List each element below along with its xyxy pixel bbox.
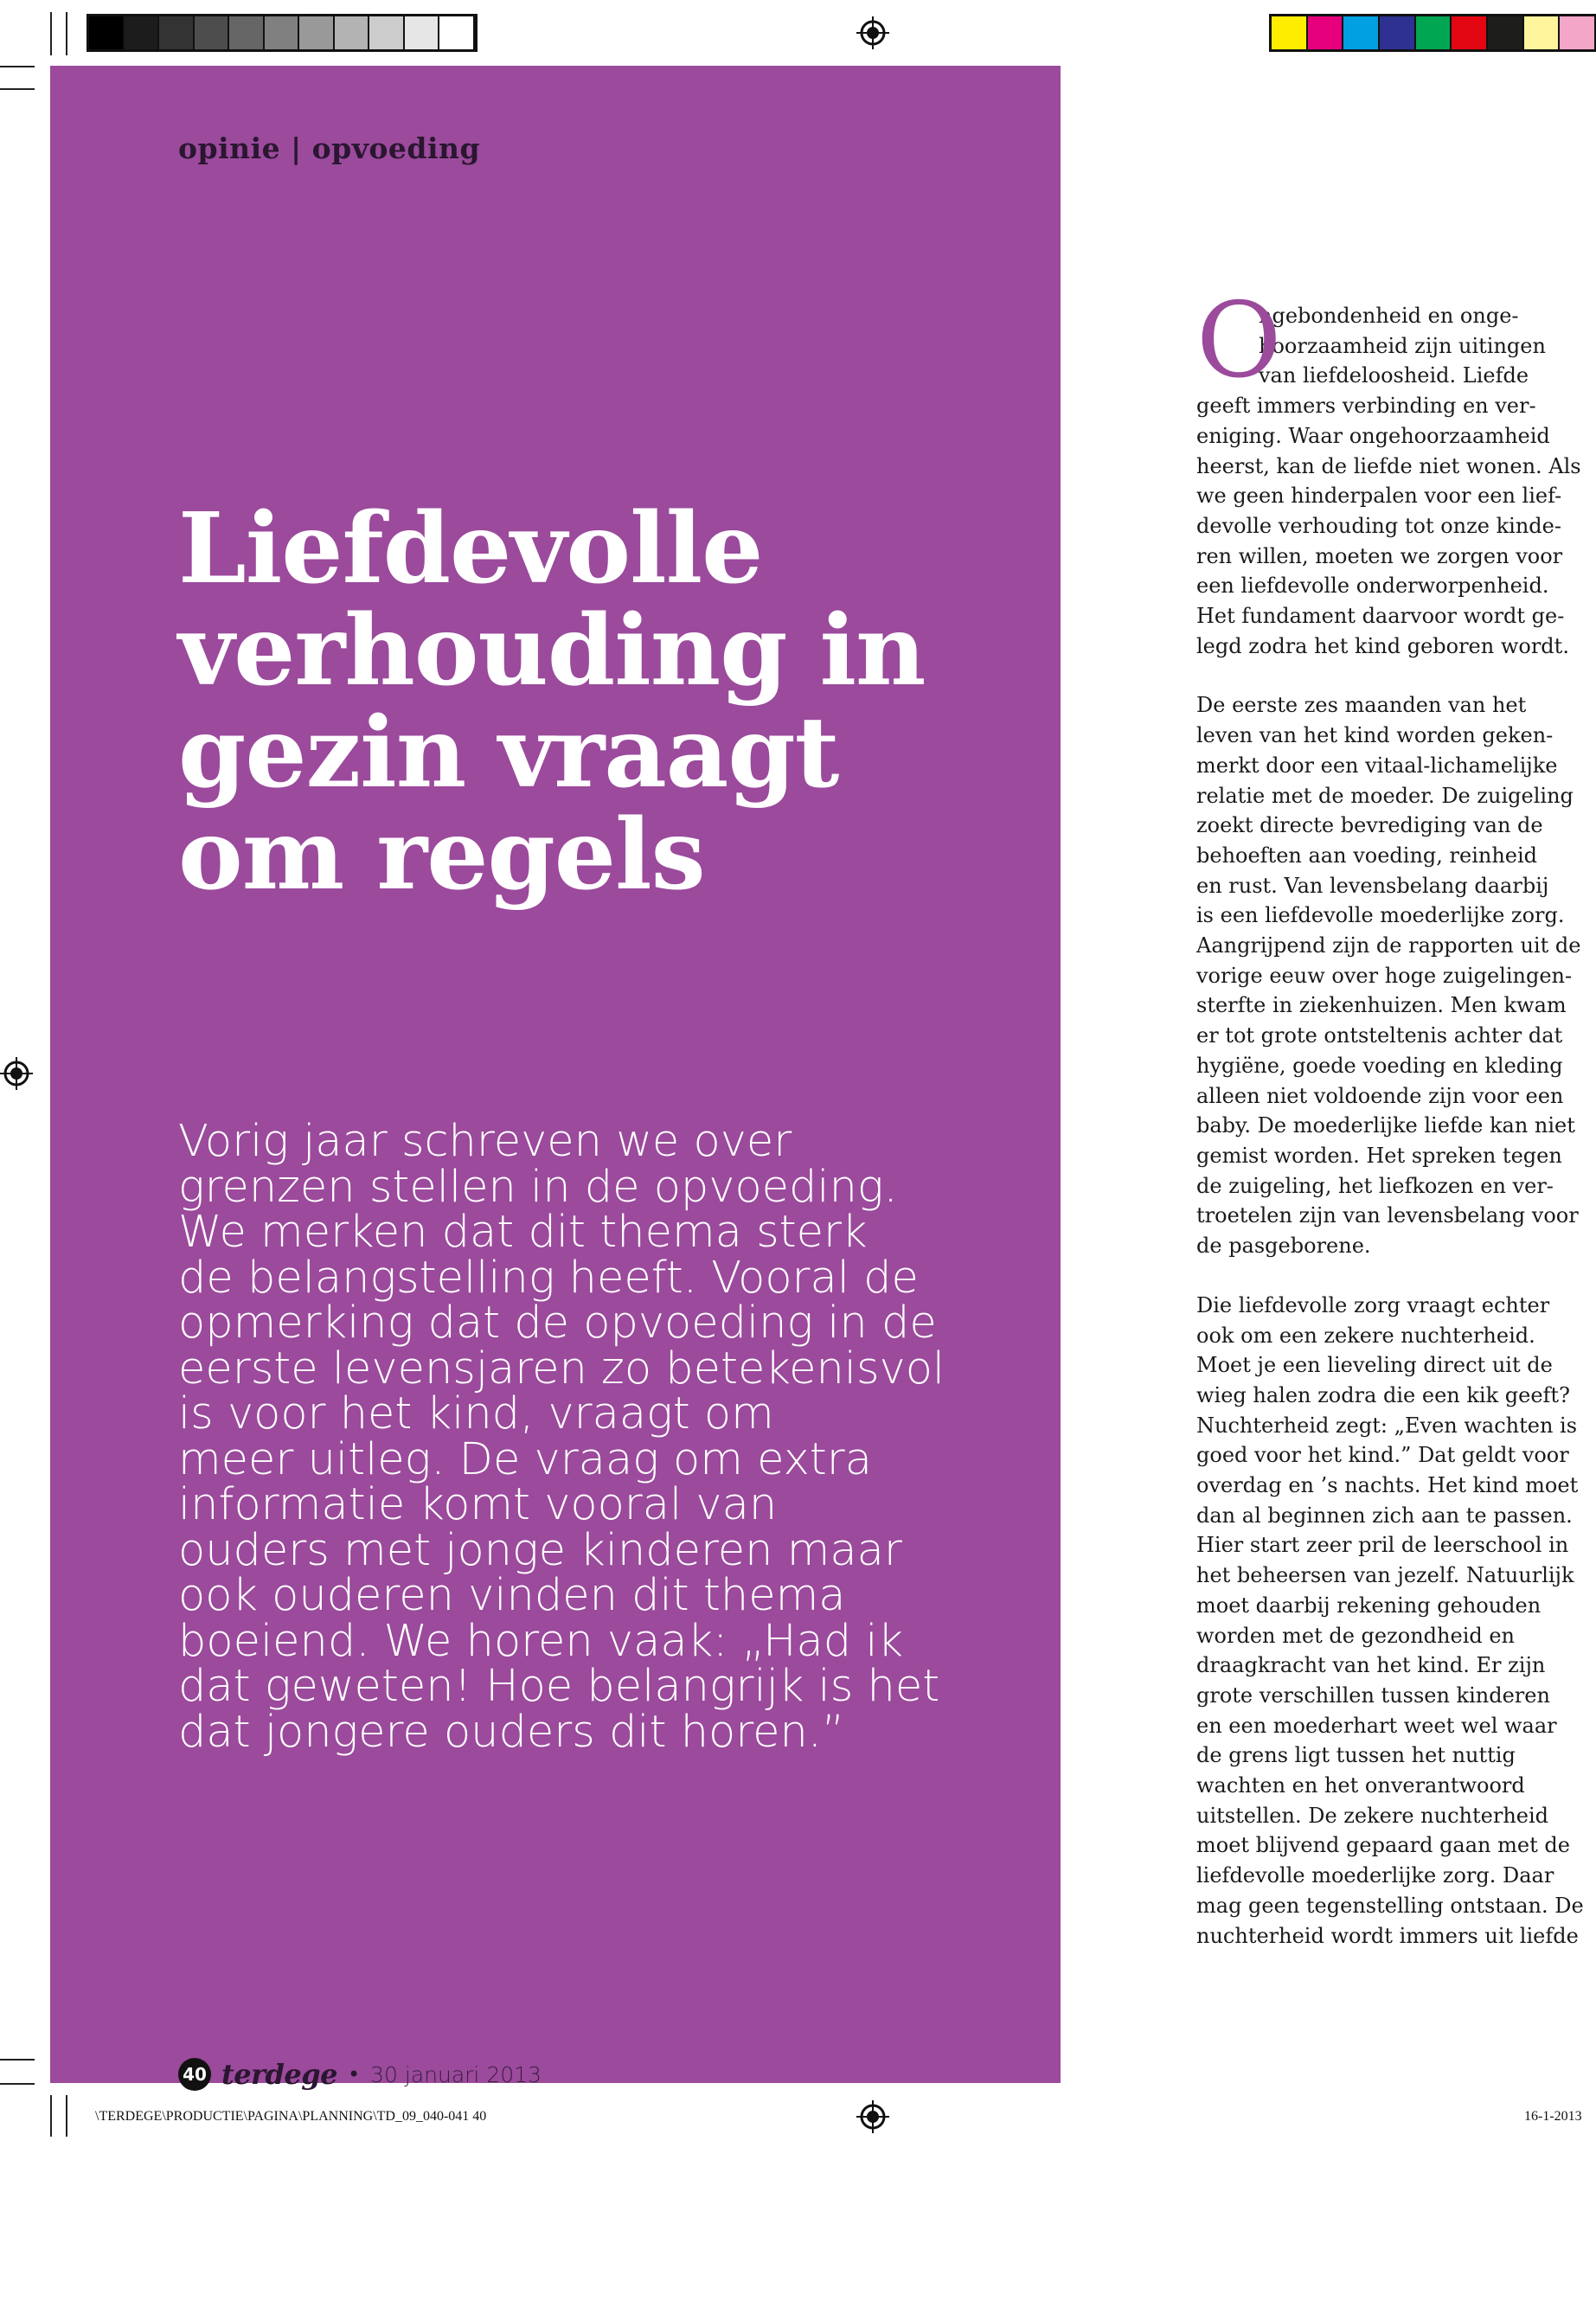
body-line: ren willen, moeten we zorgen voor (1196, 543, 1563, 568)
grayscale-calibration-bar (87, 14, 478, 52)
body-line: moet daarbij rekening gehouden (1196, 1593, 1542, 1618)
body-line: merkt door een vitaal-lichamelijke (1196, 753, 1558, 778)
gray-swatch (299, 16, 335, 49)
intro-line: dat geweten! Hoe belangrijk is het (178, 1661, 940, 1712)
color-swatch (1416, 16, 1452, 49)
drop-cap: O (1196, 281, 1282, 401)
body-line: nuchterheid wordt immers uit liefde (1196, 1923, 1579, 1948)
bullet-separator: • (347, 2062, 361, 2086)
body-line: er tot grote ontsteltenis achter dat (1196, 1023, 1563, 1048)
crop-mark (0, 66, 35, 67)
color-swatch (1524, 16, 1561, 49)
body-paragraph (1196, 281, 1581, 661)
body-line: devolle verhouding tot onze kinde- (1196, 513, 1561, 538)
body-line: liefdevolle moederlijke zorg. Daar (1196, 1863, 1554, 1888)
headline-line: gezin vraagt (178, 696, 839, 810)
body-line: Moet je een lieveling direct uit de (1196, 1353, 1553, 1378)
body-line: legd zodra het kind geboren wordt. (1196, 633, 1569, 658)
crop-mark (0, 2059, 35, 2061)
body-line: grote verschillen tussen kinderen (1196, 1682, 1550, 1708)
color-swatch (1272, 16, 1308, 49)
body-line: De eerste zes maanden van het (1196, 693, 1527, 718)
body-line: wachten en het onverantwoord (1196, 1773, 1525, 1798)
crop-mark (0, 2083, 35, 2085)
intro-line: dat jongere ouders dit horen.” (178, 1706, 845, 1758)
body-line: en een moederhart weet wel waar (1196, 1713, 1557, 1738)
headline (178, 492, 1043, 912)
body-line: leven van het kind worden geken- (1196, 723, 1554, 748)
crop-mark (50, 2095, 52, 2137)
section-label: opinie | opvoeding (178, 131, 481, 165)
intro-line: ook ouderen vinden dit thema (178, 1570, 846, 1621)
magazine-logo: terdege (221, 2058, 337, 2091)
headline-line: om regels (178, 798, 705, 912)
gray-swatch (195, 16, 230, 49)
body-line: de grens ligt tussen het nuttig (1196, 1743, 1516, 1768)
crop-mark (50, 12, 52, 55)
intro-line: eerste levensjaren zo betekenisvol (178, 1343, 945, 1394)
body-column (1196, 281, 1584, 1980)
body-line: worden met de gezondheid en (1196, 1623, 1516, 1648)
body-line: hygiëne, goede voeding en kleding (1196, 1053, 1563, 1078)
crop-mark (66, 12, 67, 55)
body-line: ook om een zekere nuchterheid. (1196, 1323, 1535, 1348)
article-intro-panel (50, 66, 1061, 2091)
gray-swatch (369, 16, 405, 49)
body-paragraph (1196, 1291, 1584, 1951)
page-number: 40 (178, 2058, 211, 2091)
intro-line: meer uitleg. De vraag om extra (178, 1433, 872, 1485)
body-line: ngebondenheid en onge- (1259, 304, 1519, 328)
body-line: baby. De moederlijke liefde kan niet (1196, 1113, 1575, 1138)
crop-mark (66, 2095, 67, 2137)
body-line: het beheersen van jezelf. Natuurlijk (1196, 1563, 1574, 1588)
intro-line: boeiend. We horen vaak: „Had ik (178, 1615, 904, 1667)
body-line: moet blijvend gepaard gaan met de (1196, 1833, 1570, 1858)
crop-mark (0, 88, 35, 90)
intro-line: de belangstelling heeft. Vooral de (178, 1252, 919, 1304)
gray-swatch (125, 16, 160, 49)
body-line: we geen hinderpalen voor een lief- (1196, 484, 1562, 509)
intro-line: grenzen stellen in de opvoeding. (178, 1161, 898, 1213)
body-line: goed voor het kind.” Dat geldt voor (1196, 1443, 1569, 1468)
intro-line: We merken dat dit thema sterk (178, 1207, 868, 1258)
gray-swatch (159, 16, 195, 49)
registration-mark-icon (856, 2100, 889, 2133)
body-line: relatie met de moeder. De zuigeling (1196, 783, 1574, 808)
body-line: overdag en ’s nachts. Het kind moet (1196, 1473, 1579, 1498)
intro-line: informatie komt vooral van (178, 1479, 778, 1530)
file-path-slug: \TERDEGE\PRODUCTIE\PAGINA\PLANNING\TD_09_040-041 40 (95, 2109, 487, 2124)
body-line: behoeften aan voeding, reinheid (1196, 843, 1538, 868)
body-line: Nuchterheid zegt: „Even wachten is (1196, 1413, 1578, 1438)
body-line: Het fundament daarvoor wordt ge- (1196, 604, 1565, 629)
slug-date: 16-1-2013 (1524, 2109, 1582, 2124)
body-line: is een liefdevolle moederlijke zorg. (1196, 903, 1565, 928)
color-swatch (1560, 16, 1596, 49)
color-swatch (1488, 16, 1524, 49)
color-swatch (1343, 16, 1380, 49)
gray-swatch (89, 16, 125, 49)
body-line: eniging. Waar ongehoorzaamheid (1196, 423, 1550, 448)
body-line: hoorzaamheid zijn uitingen (1259, 333, 1546, 358)
gray-swatch (405, 16, 440, 49)
body-line: mag geen tegenstelling ontstaan. De (1196, 1893, 1584, 1918)
body-line: de pasgeborene. (1196, 1234, 1371, 1259)
body-line: heerst, kan de liefde niet wonen. Als (1196, 453, 1581, 478)
body-line: alleen niet voldoende zijn voor een (1196, 1083, 1564, 1108)
body-paragraph (1196, 690, 1581, 1260)
body-line: troetelen zijn van levensbelang voor (1196, 1203, 1579, 1228)
body-line: en rust. Van levensbelang daarbij (1196, 873, 1549, 898)
body-line: draagkracht van het kind. Er zijn (1196, 1653, 1546, 1678)
body-line: Hier start zeer pril de leerschool in (1196, 1533, 1569, 1558)
gray-swatch (439, 16, 475, 49)
color-swatch (1452, 16, 1488, 49)
gray-swatch (265, 16, 300, 49)
body-line: Aangrijpend zijn de rapporten uit de (1196, 933, 1581, 958)
body-line: sterfte in ziekenhuizen. Men kwam (1196, 993, 1567, 1018)
body-line: uitstellen. De zekere nuchterheid (1196, 1803, 1549, 1828)
body-line: Die liefdevolle zorg vraagt echter (1196, 1292, 1550, 1317)
gray-swatch (229, 16, 265, 49)
registration-mark-icon (856, 16, 889, 49)
page-footer (178, 2057, 542, 2092)
registration-mark-icon (0, 1057, 33, 1090)
body-line: gemist worden. Het spreken tegen (1196, 1143, 1562, 1168)
gray-swatch (335, 16, 370, 49)
body-line: wieg halen zodra die een kik geeft? (1196, 1382, 1570, 1407)
intro-line: Vorig jaar schreven we over (178, 1116, 792, 1167)
headline-line: verhouding in (178, 594, 926, 708)
body-line: geeft immers verbinding en ver- (1196, 394, 1536, 419)
body-line: vorige eeuw over hoge zuigelingen- (1196, 963, 1573, 988)
color-swatch (1308, 16, 1344, 49)
body-line: een liefdevolle onderworpenheid. (1196, 574, 1549, 599)
body-line: zoekt directe bevrediging van de (1196, 813, 1543, 838)
body-line: dan al beginnen zich aan te passen. (1196, 1503, 1573, 1528)
intro-text (178, 1116, 1043, 1758)
issue-date: 30 januari 2013 (370, 2061, 542, 2087)
headline-line: Liefdevolle (178, 492, 763, 606)
intro-line: ouders met jonge kinderen maar (178, 1524, 902, 1576)
color-swatch (1380, 16, 1416, 49)
body-line: van liefdeloosheid. Liefde (1259, 363, 1529, 388)
color-calibration-bar (1269, 14, 1596, 52)
body-line: de zuigeling, het liefkozen en ver- (1196, 1173, 1554, 1198)
intro-line: is voor het kind, vraagt om (178, 1388, 774, 1439)
intro-line: opmerking dat de opvoeding in de (178, 1298, 937, 1349)
